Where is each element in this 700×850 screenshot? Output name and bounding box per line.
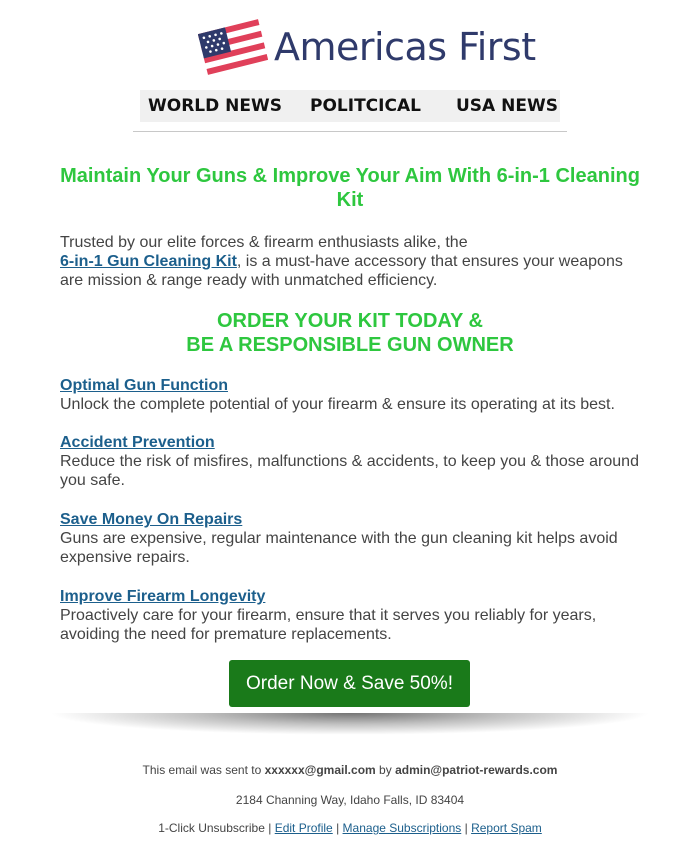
header-divider: [133, 131, 567, 132]
benefit-item: [60, 587, 650, 644]
order-now-button[interactable]: Order Now & Save 50%!: [229, 660, 470, 707]
us-flag-icon: [198, 14, 268, 80]
footer-address: 2184 Channing Way, Idaho Falls, ID 83404: [235, 793, 465, 807]
headline: Maintain Your Guns & Improve Your Aim With 6-in-1 Cleaning Kit: [60, 165, 640, 211]
benefit-item: [60, 433, 650, 490]
benefit-item: [60, 510, 650, 567]
benefit-description: Guns are expensive, regular maintenance with the gun cleaning kit helps avoid expensive repairs.: [60, 530, 618, 566]
unsubscribe-text[interactable]: 1-Click Unsubscribe: [158, 821, 265, 835]
report-spam-link[interactable]: Report Spam: [471, 821, 542, 835]
footer-sent-line: [0, 763, 700, 777]
benefit-title-link[interactable]: Improve Firearm Longevity: [60, 588, 266, 605]
benefit-title-link[interactable]: Optimal Gun Function: [60, 377, 228, 394]
cta-line-1: ORDER YOUR KIT TODAY &: [217, 310, 483, 332]
intro-text-before: Trusted by our elite forces & firearm enthusiasts alike, the: [60, 234, 468, 251]
brand-logo[interactable]: [198, 14, 536, 80]
benefit-description: Reduce the risk of misfires, malfunctions & accidents, to keep you & those around you safe.: [60, 453, 639, 489]
nav-political[interactable]: POLITCICAL: [310, 96, 421, 116]
sender-email: admin@patriot-rewards.com: [395, 763, 558, 777]
manage-subscriptions-link[interactable]: Manage Subscriptions: [342, 821, 462, 835]
nav-usa-news[interactable]: USA NEWS: [456, 96, 558, 116]
intro-paragraph: [60, 233, 650, 290]
brand-name: Americas First: [274, 25, 536, 69]
benefit-item: [60, 376, 650, 414]
cta-heading: [50, 309, 650, 357]
intro-text-after: , is a must-have accessory that ensures your weapons are mission & range ready with unmatched efficiency.: [60, 253, 623, 289]
section-shadow-divider: [48, 713, 652, 735]
benefit-title-link[interactable]: Accident Prevention: [60, 434, 215, 451]
benefit-title-link[interactable]: Save Money On Repairs: [60, 511, 243, 528]
benefit-description: Unlock the complete potential of your firearm & ensure its operating at its best.: [60, 396, 615, 413]
separator: |: [268, 821, 272, 835]
footer-sent-by: by: [379, 763, 392, 777]
nav-world-news[interactable]: WORLD NEWS: [148, 96, 282, 116]
separator: |: [464, 821, 468, 835]
edit-profile-link[interactable]: Edit Profile: [274, 821, 333, 835]
footer-sent-prefix: This email was sent to: [142, 763, 262, 777]
benefit-description: Proactively care for your firearm, ensure that it serves you reliably for years, avoiding the need for premature replacements.: [60, 607, 597, 643]
cta-line-2: BE A RESPONSIBLE GUN OWNER: [186, 334, 514, 356]
separator: |: [336, 821, 340, 835]
footer-links: [0, 821, 700, 835]
product-link[interactable]: 6-in-1 Gun Cleaning Kit: [60, 253, 237, 270]
top-nav: [140, 90, 560, 122]
recipient-email: xxxxxx@gmail.com: [264, 763, 376, 777]
